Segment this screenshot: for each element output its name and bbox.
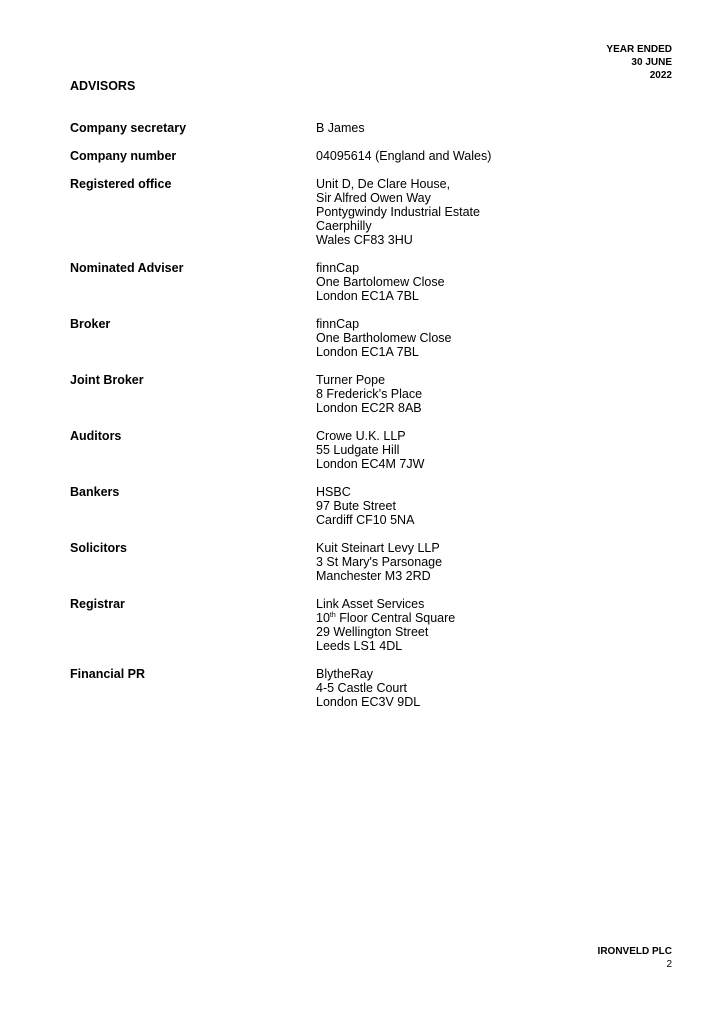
advisor-label: Broker [70,317,111,331]
advisor-detail-line: One Bartolomew Close [316,275,445,289]
advisor-details [316,373,670,415]
advisor-detail-line: 3 St Mary's Parsonage [316,555,443,569]
advisor-detail-line: London EC3V 9DL [316,695,421,709]
advisor-label: Company secretary [70,121,187,135]
advisor-detail-line: London EC1A 7BL [316,289,419,303]
page-footer [598,945,672,971]
advisor-label: Company number [70,149,177,163]
section-title: ADVISORS [70,79,136,93]
advisor-detail-line: Leeds LS1 4DL [316,639,403,653]
advisor-details [316,121,670,135]
advisor-label: Registrar [70,597,125,611]
advisor-detail-line: 8 Frederick’s Place [316,387,423,401]
advisor-detail-line: One Bartholomew Close [316,331,452,345]
advisor-detail-line: Unit D, De Clare House, [316,177,451,191]
advisor-detail-line: Kuit Steinart Levy LLP [316,541,440,555]
advisor-detail-line: Cardiff CF10 5NA [316,513,415,527]
advisor-detail-line: Turner Pope [316,373,386,387]
advisor-detail-line-floor [316,611,670,625]
advisor-details [316,485,670,527]
advisor-row-registrar [70,597,670,653]
advisor-detail-line: finnCap [316,317,360,331]
advisor-detail-line: HSBC [316,485,351,499]
advisor-detail-line: London EC2R 8AB [316,401,422,415]
floor-rest: Floor Central Square [335,611,456,625]
advisor-row-company-secretary [70,121,670,135]
advisors-list [70,121,670,723]
advisor-detail-line: Link Asset Services [316,597,425,611]
advisor-detail-line: finnCap [316,261,360,275]
advisor-detail-line: 4-5 Castle Court [316,681,408,695]
advisor-row-joint-broker [70,373,670,415]
advisor-label: Registered office [70,177,172,191]
advisor-row-solicitors [70,541,670,583]
advisor-detail-line: BlytheRay [316,667,373,681]
advisor-detail-line: Manchester M3 2RD [316,569,431,583]
advisor-label: Joint Broker [70,373,144,387]
advisor-detail-line: Sir Alfred Owen Way [316,191,431,205]
advisor-details [316,429,670,471]
advisor-detail-line: Crowe U.K. LLP [316,429,406,443]
advisor-detail-line: 97 Bute Street [316,499,396,513]
advisor-details [316,667,670,709]
advisor-label: Solicitors [70,541,127,555]
advisor-details [316,177,670,247]
advisor-detail-line: London EC4M 7JW [316,457,425,471]
advisor-detail-line: Caerphilly [316,219,372,233]
advisor-row-registered-office [70,177,670,247]
advisor-detail-line: 04095614 (England and Wales) [316,149,492,163]
floor-ordinal-suffix: th [329,611,336,619]
header-line-date: 30 JUNE [631,57,672,68]
advisor-details [316,597,670,653]
advisor-row-auditors [70,429,670,471]
footer-company-name: IRONVELD PLC [597,946,672,957]
report-period-header [606,43,672,82]
advisor-row-broker [70,317,670,359]
advisor-details [316,317,670,359]
advisor-detail-line: London EC1A 7BL [316,345,419,359]
advisor-row-bankers [70,485,670,527]
floor-number: 10 [316,611,330,625]
advisor-detail-line: Pontygwindy Industrial Estate [316,205,480,219]
advisor-detail-line: 29 Wellington Street [316,625,429,639]
advisor-detail-line: B James [316,121,365,135]
page-number: 2 [666,959,672,970]
advisor-details [316,541,670,583]
advisor-label: Nominated Adviser [70,261,184,275]
advisor-detail-line: 55 Ludgate Hill [316,443,400,457]
advisor-details [316,261,670,303]
advisor-label: Bankers [70,485,120,499]
advisor-row-company-number [70,149,670,163]
advisor-row-financial-pr [70,667,670,709]
header-line-year-ended: YEAR ENDED [606,44,672,55]
advisor-details [316,149,670,163]
advisor-detail-line: Wales CF83 3HU [316,233,413,247]
advisor-label: Auditors [70,429,122,443]
advisor-row-nominated-adviser [70,261,670,303]
header-line-year: 2022 [649,70,672,81]
advisor-label: Financial PR [70,667,146,681]
